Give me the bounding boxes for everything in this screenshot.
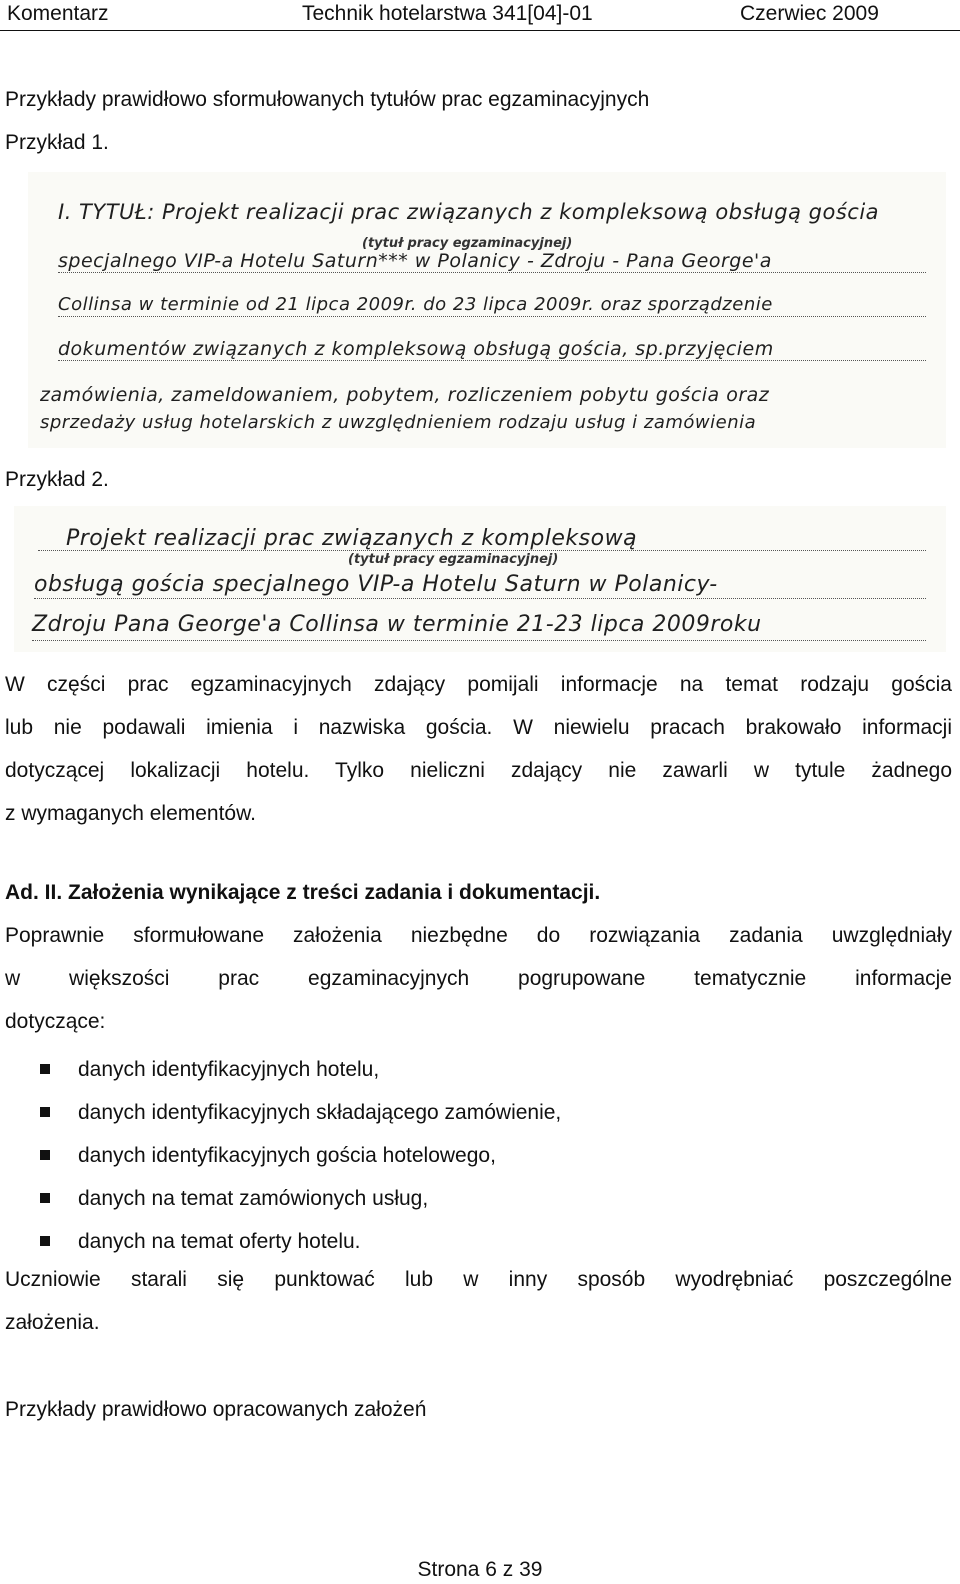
example-2-label: Przykład 2. — [5, 468, 109, 491]
handwriting-line: Collinsa w terminie od 21 lipca 2009r. do 23 lipca 2009r. oraz sporządzenie — [58, 294, 773, 315]
example-1-handwriting-scan — [28, 172, 946, 448]
list-item — [0, 1099, 960, 1142]
paragraph-line: W części prac egzaminacyjnych zdający pomijali informacje na temat rodzaju gościa — [5, 673, 952, 696]
list-item-text: danych identyfikacyjnych gościa hotelowego, — [78, 1144, 496, 1167]
example-2-handwriting-scan — [14, 506, 946, 652]
paragraph-line: z wymaganych elementów. — [5, 802, 256, 825]
square-bullet-icon — [40, 1236, 50, 1246]
list-item — [0, 1142, 960, 1185]
square-bullet-icon — [40, 1107, 50, 1117]
header-date: Czerwiec 2009 — [740, 2, 879, 25]
handwriting-line: zamówienia, zameldowaniem, pobytem, rozliczeniem pobytu gościa oraz — [40, 384, 770, 406]
list-item-text: danych na temat oferty hotelu. — [78, 1230, 361, 1253]
dotted-rule — [58, 316, 926, 317]
paragraph-student-methods — [5, 1258, 952, 1344]
page-header — [0, 0, 960, 30]
list-item — [0, 1185, 960, 1228]
header-exam-code: Technik hotelarstwa 341[04]-01 — [302, 2, 593, 25]
paragraph-title-remarks — [5, 663, 952, 835]
paragraph-line: Uczniowie starali się punktować lub w inny sposób wyodrębniać poszczególne — [5, 1268, 952, 1291]
list-item-text: danych identyfikacyjnych hotelu, — [78, 1058, 380, 1081]
list-item-text: danych identyfikacyjnych składającego zamówienie, — [78, 1101, 562, 1124]
example-1-label: Przykład 1. — [5, 131, 109, 154]
page-number: Strona 6 z 39 — [417, 1558, 543, 1581]
handwriting-line: Projekt realizacji prac związanych z kompleksową — [66, 526, 638, 551]
intro-text: Przykłady prawidłowo sformułowanych tytułów prac egzaminacyjnych — [5, 88, 650, 111]
outro-text: Przykłady prawidłowo opracowanych założeń — [5, 1398, 427, 1421]
paragraph-line: założenia. — [5, 1311, 100, 1334]
square-bullet-icon — [40, 1193, 50, 1203]
square-bullet-icon — [40, 1150, 50, 1160]
handwriting-line: dokumentów związanych z kompleksową obsługą gościa, sp.przyjęciem — [58, 338, 774, 360]
paragraph-line: Poprawnie sformułowane założenia niezbędne do rozwiązania zadania uwzględniały — [5, 924, 952, 947]
dotted-rule — [34, 598, 926, 599]
paragraph-line: dotyczące: — [5, 1010, 106, 1033]
dotted-rule — [58, 272, 926, 273]
example-2-caption: (tytuł pracy egzaminacyjnej) — [348, 552, 559, 567]
header-document-type: Komentarz — [7, 2, 109, 25]
list-item — [0, 1056, 960, 1099]
header-rule — [0, 30, 960, 31]
handwriting-line: I. TYTUŁ: Projekt realizacji prac związanych z kompleksową obsługą gościa — [58, 200, 880, 224]
square-bullet-icon — [40, 1064, 50, 1074]
paragraph-assumptions — [5, 914, 952, 1043]
paragraph-line: dotyczącej lokalizacji hotelu. Tylko nieliczni zdający nie zawarli w tytule żadnego — [5, 759, 952, 782]
handwriting-line: Zdroju Pana George'a Collinsa w terminie 21-23 lipca 2009roku — [32, 612, 762, 637]
dotted-rule — [58, 360, 926, 361]
list-item-text: danych na temat zamówionych usług, — [78, 1187, 429, 1210]
handwriting-line: sprzedaży usług hotelarskich z uwzględnieniem rodzaju usług i zamówienia — [40, 412, 757, 433]
dotted-rule — [32, 640, 926, 641]
paragraph-line: w większości prac egzaminacyjnych pogrupowane tematycznie informacje — [5, 967, 952, 990]
example-1-caption: (tytuł pracy egzaminacyjnej) — [362, 236, 573, 251]
handwriting-line: specjalnego VIP-a Hotelu Saturn*** w Polanicy - Zdroju - Pana George'a — [58, 250, 772, 272]
dotted-rule — [38, 550, 926, 551]
handwriting-line: obsługą gościa specjalnego VIP-a Hotelu Saturn w Polanicy- — [34, 572, 718, 597]
section-heading: Ad. II. Założenia wynikające z treści zadania i dokumentacji. — [5, 881, 601, 904]
paragraph-line: lub nie podawali imienia i nazwiska gościa. W niewielu pracach brakowało informacji — [5, 716, 952, 739]
